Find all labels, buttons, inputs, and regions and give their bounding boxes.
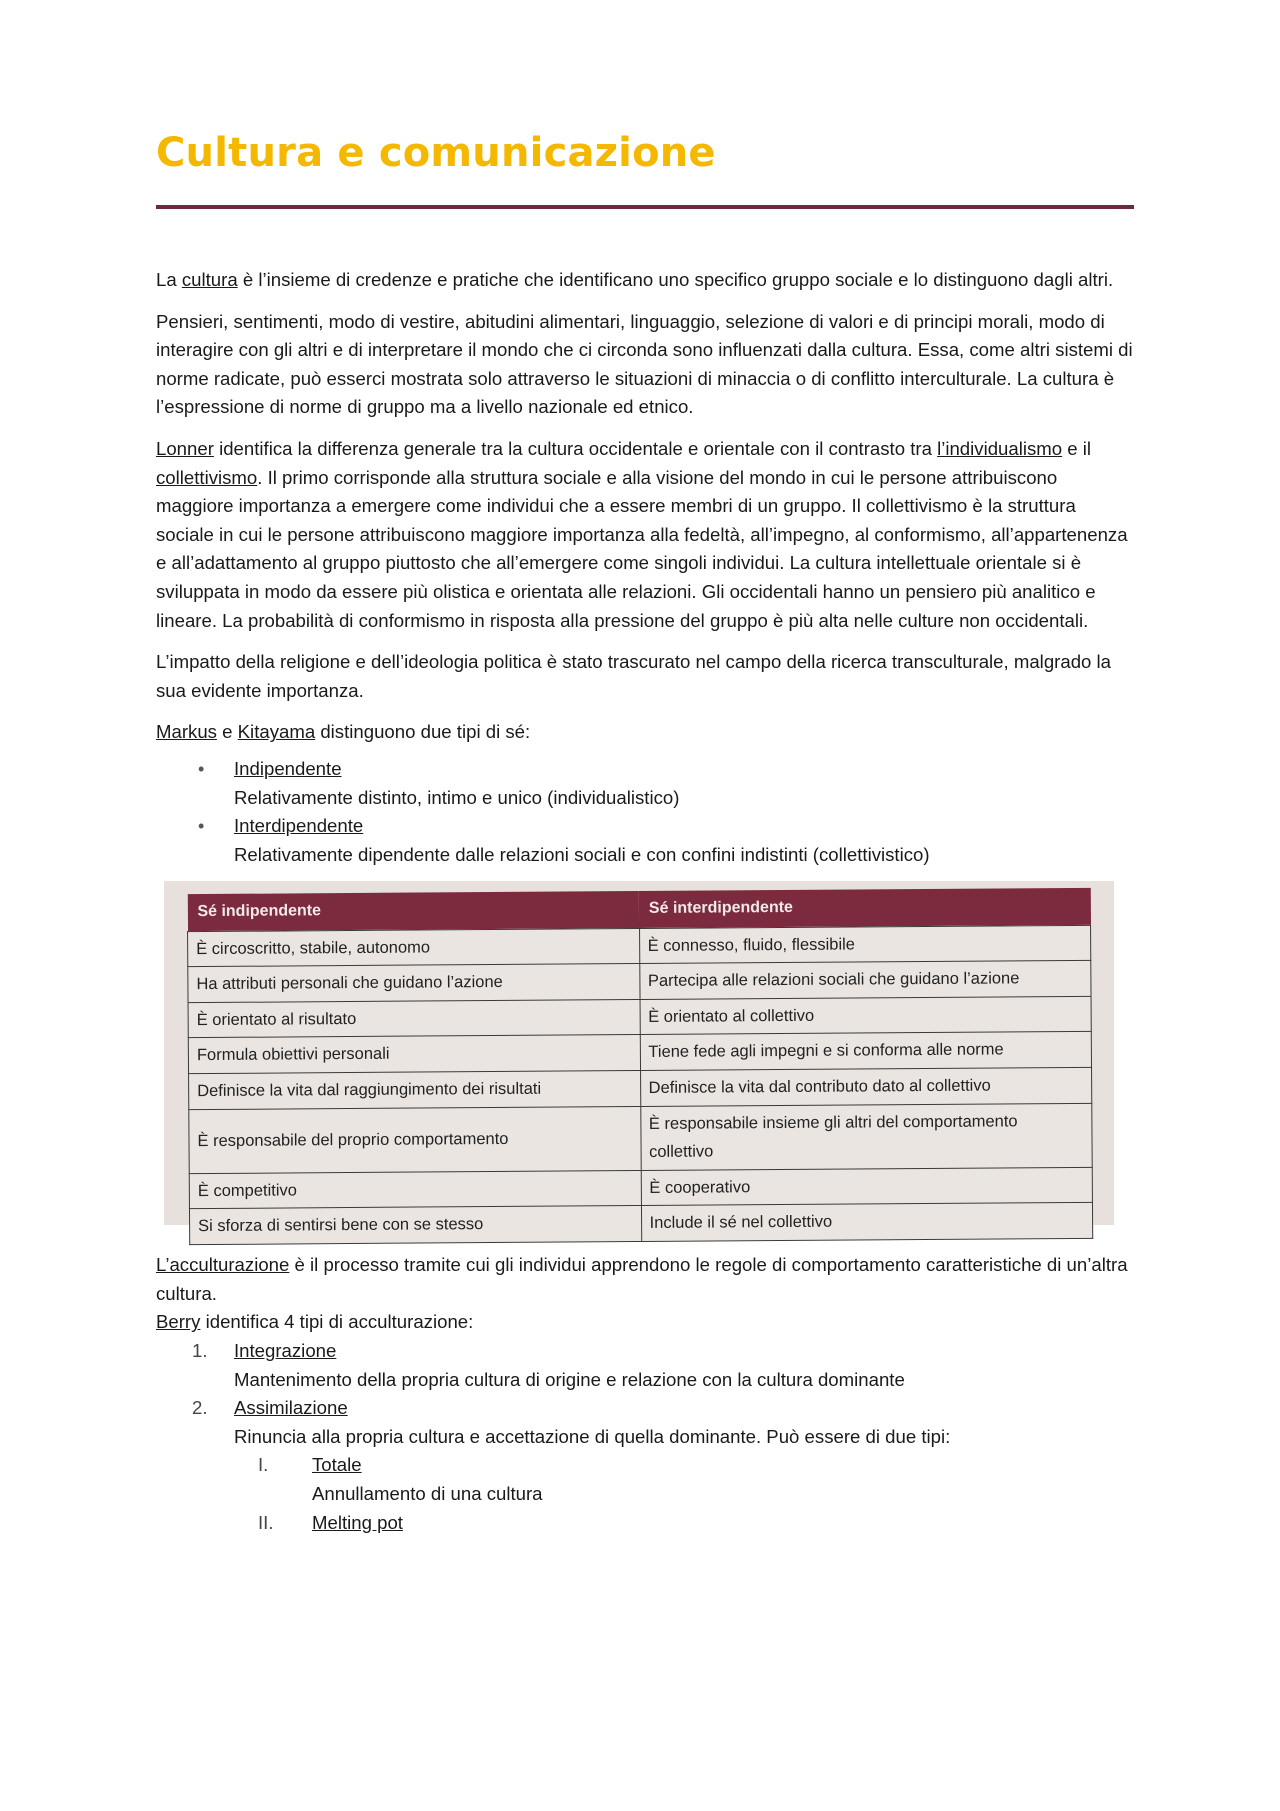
paragraph-religion: L’impatto della religione e dell’ideologia politica è stato trascurato nel campo della ricerca transculturale, malgrado la sua evidente importanza. bbox=[156, 651, 1112, 701]
list-item: 1. Integrazione Mantenimento della propria cultura di origine e relazione con la cultura dominante bbox=[192, 1340, 905, 1390]
title-divider bbox=[156, 205, 1134, 209]
list-item: • Interdipendente Relativamente dipendente dalle relazioni sociali e con confini indistinti (collettivistico) bbox=[156, 812, 1134, 869]
term-acculturazione: L’acculturazione bbox=[156, 1254, 290, 1276]
table-row: È responsabile del proprio comportamento È responsabile insieme gli altri del comportamento collettivo bbox=[189, 1103, 1092, 1173]
paragraph-culture-definition: La cultura è l’insieme di credenze e pratiche che identificano uno specifico gruppo sociale e lo distinguono dagli altri. bbox=[156, 269, 1114, 290]
page-title: Cultura e comunicazione bbox=[156, 130, 716, 176]
self-types-list bbox=[156, 755, 1134, 869]
paragraph-acculturation: L’acculturazione è il processo tramite cui gli individui apprendono le regole di comportamento caratteristiche di un’altra cultura. bbox=[156, 1254, 1128, 1304]
bullet-icon: • bbox=[198, 816, 205, 837]
self-comparison-table bbox=[187, 888, 1093, 1245]
self-comparison-table-photo bbox=[164, 881, 1114, 1236]
list-item: • Indipendente Relativamente distinto, intimo e unico (individualistico) bbox=[156, 755, 1134, 812]
term-individualismo: l’individualismo bbox=[937, 437, 1063, 459]
table-row: È orientato al risultato È orientato al collettivo bbox=[188, 996, 1091, 1038]
paragraph-markus-kitayama: Markus e Kitayama distinguono due tipi di sé: bbox=[156, 721, 531, 743]
author-lonner: Lonner bbox=[156, 437, 214, 459]
term-collettivismo: collettivismo bbox=[156, 466, 258, 488]
paragraph-lonner: Lonner identifica la differenza generale tra la cultura occidentale e orientale con il contrasto tra l’individualismo e il collettivismo. Il primo corrisponde alla struttura sociale e alla visione del mondo in cui le persone attribuiscono maggiore importanza a emergere come individui che a essere membri di un gruppo. Il collettivismo è la struttura sociale in cui le persone attribuiscono maggiore importanza alla fedeltà, all’impegno, al conformismo, all’appartenenza e all’adattamento al gruppo piuttosto che all’emergere come singoli individui. La cultura intellettuale orientale si è sviluppata in modo da essere più olistica e orientata alle relazioni. Gli occidentali hanno un pensiero più analitico e lineare. La probabilità di conformismo in risposta alla pressione del gruppo è più alta nelle culture non occidentali. bbox=[156, 437, 1128, 631]
table-header: Sé interdipendente bbox=[639, 888, 1091, 928]
table-row: Si sforza di sentirsi bene con se stesso Include il sé nel collettivo bbox=[189, 1203, 1092, 1245]
bullet-icon: • bbox=[198, 758, 205, 779]
table-header: Sé indipendente bbox=[187, 891, 639, 931]
acculturation-list bbox=[156, 1337, 1134, 1537]
list-item: 2. Assimilazione Rinuncia alla propria cultura e accettazione di quella dominante. Può essere di due tipi: bbox=[192, 1397, 951, 1447]
table-row: Definisce la vita dal raggiungimento dei risultati Definisce la vita dal contributo dato al collettivo bbox=[189, 1068, 1092, 1110]
table-row: Formula obiettivi personali Tiene fede agli impegni e si conforma alle norme bbox=[188, 1032, 1091, 1074]
term-cultura: cultura bbox=[181, 269, 238, 290]
list-item: II. Melting pot bbox=[258, 1511, 403, 1533]
document-body bbox=[156, 266, 1134, 1537]
author-markus: Markus bbox=[156, 721, 217, 743]
table-row: È circoscritto, stabile, autonomo È connesso, fluido, flessibile bbox=[188, 925, 1091, 967]
list-item: I. Totale Annullamento di una cultura bbox=[258, 1454, 543, 1505]
table-row: Ha attributi personali che guidano l’azione Partecipa alle relazioni sociali che guidano l’azione bbox=[188, 961, 1091, 1003]
paragraph-culture-influence: Pensieri, sentimenti, modo di vestire, abitudini alimentari, linguaggio, selezione di valori e di principi morali, modo di interagire con gli altri e di interpretare il mondo che ci circonda sono influenzati dalla cultura. Essa, come altri sistemi di norme radicate, può esserci mostrata solo attraverso le situazioni di minaccia o di conflitto interculturale. La cultura è l’espressione di norme di gruppo ma a livello nazionale ed etnico. bbox=[156, 310, 1133, 418]
paragraph-berry: Berry identifica 4 tipi di acculturazione: bbox=[156, 1311, 474, 1333]
author-kitayama: Kitayama bbox=[237, 721, 316, 743]
table-row: È competitivo È cooperativo bbox=[189, 1167, 1092, 1209]
author-berry: Berry bbox=[156, 1311, 201, 1333]
